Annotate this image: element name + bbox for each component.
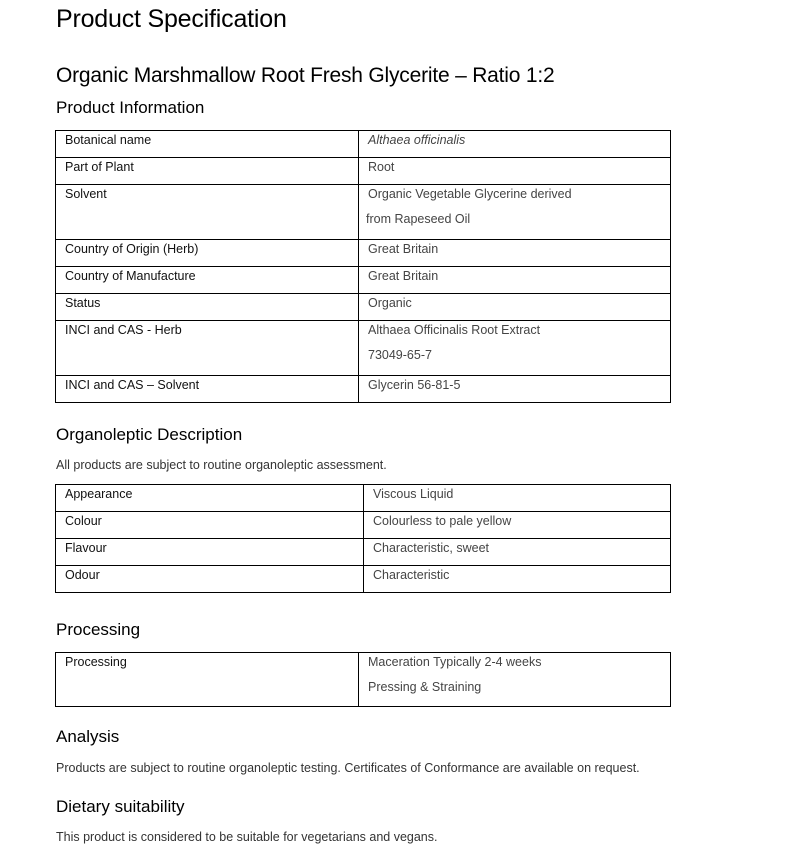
row-value: Characteristic	[373, 568, 450, 582]
table-row	[56, 267, 671, 294]
table-row	[56, 294, 671, 321]
table-row	[56, 376, 671, 403]
table-row	[56, 512, 671, 539]
table-row	[56, 485, 671, 512]
row-label: Part of Plant	[65, 160, 134, 174]
product-information-heading: Product Information	[56, 98, 205, 117]
row-value: Althaea Officinalis Root Extract	[368, 323, 541, 337]
dietary-text: This product is considered to be suitable for vegetarians and vegans.	[56, 830, 438, 844]
row-value: Great Britain	[368, 242, 439, 256]
row-value: Althaea officinalis	[368, 133, 466, 147]
row-value: Root	[368, 160, 395, 174]
row-value: Maceration Typically 2-4 weeks	[368, 655, 542, 669]
row-value: Viscous Liquid	[373, 487, 454, 501]
row-label: Solvent	[65, 187, 107, 201]
table-row	[56, 185, 671, 240]
product-information-table	[55, 130, 671, 403]
row-label: Appearance	[65, 487, 133, 501]
row-value: Characteristic, sweet	[373, 541, 490, 555]
table-row	[56, 653, 671, 707]
analysis-heading: Analysis	[56, 727, 120, 746]
row-value: Colourless to pale yellow	[373, 514, 512, 528]
row-label: INCI and CAS - Herb	[65, 323, 182, 337]
organoleptic-table	[55, 484, 671, 593]
table-row	[56, 566, 671, 593]
row-label: Flavour	[65, 541, 107, 555]
organoleptic-heading: Organoleptic Description	[56, 425, 243, 444]
row-label: Country of Origin (Herb)	[65, 242, 199, 256]
row-value-line-2: Pressing & Straining	[368, 680, 482, 694]
row-value-line-2: from Rapeseed Oil	[366, 212, 471, 226]
row-value-line-2: 73049-65-7	[368, 348, 432, 362]
row-value: Organic	[368, 296, 412, 310]
row-label: Colour	[65, 514, 102, 528]
dietary-heading: Dietary suitability	[56, 797, 185, 816]
page-title: Product Specification	[56, 5, 287, 33]
row-label: Odour	[65, 568, 100, 582]
row-label: Country of Manufacture	[65, 269, 196, 283]
organoleptic-note: All products are subject to routine organoleptic assessment.	[56, 458, 387, 472]
table-row	[56, 240, 671, 267]
analysis-text: Products are subject to routine organoleptic testing. Certificates of Conformance are available on request.	[56, 761, 640, 775]
row-label: Status	[65, 296, 101, 310]
table-row	[56, 321, 671, 376]
processing-heading: Processing	[56, 620, 141, 639]
table-row	[56, 158, 671, 185]
row-label: Processing	[65, 655, 127, 669]
table-row	[56, 539, 671, 566]
row-value: Great Britain	[368, 269, 439, 283]
processing-table	[55, 652, 671, 707]
row-label: Botanical name	[65, 133, 152, 147]
row-value: Organic Vegetable Glycerine derived	[368, 187, 572, 201]
product-name: Organic Marshmallow Root Fresh Glycerite – Ratio 1:2	[56, 64, 555, 87]
row-label: INCI and CAS – Solvent	[65, 378, 200, 392]
table-row	[56, 131, 671, 158]
row-value: Glycerin 56-81-5	[368, 378, 461, 392]
